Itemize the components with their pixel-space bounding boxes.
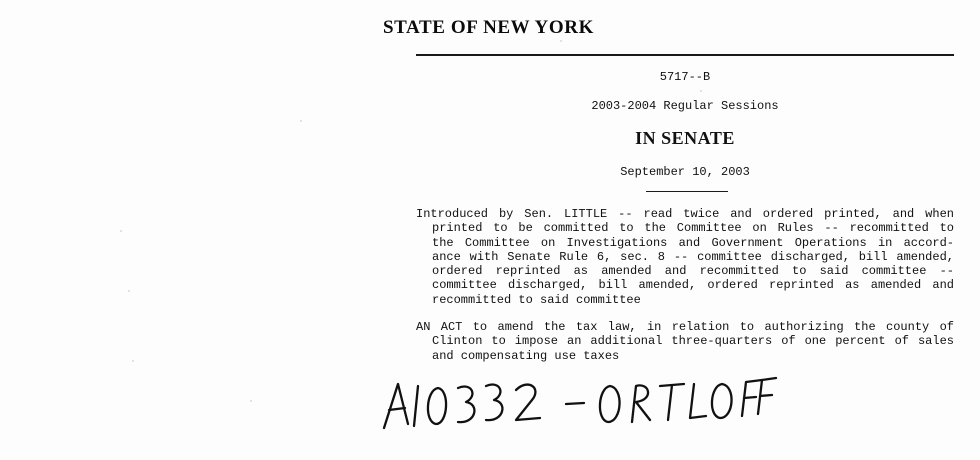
- text-line: printed to be committed to the Committee on Rules -- recommitted to: [432, 221, 954, 236]
- text-line: ordered reprinted as amended and recommitted to said committee --: [432, 264, 954, 279]
- date-line: September 10, 2003: [620, 165, 750, 179]
- text-line: and compensating use taxes: [432, 348, 620, 363]
- act-paragraph: [416, 320, 954, 363]
- bill-number: 5717--B: [659, 70, 711, 84]
- introduction-paragraph: [416, 207, 954, 307]
- session-label: 2003-2004 Regular Sessions: [591, 99, 779, 113]
- scan-speckle: [120, 230, 122, 232]
- top-divider: [416, 54, 954, 56]
- text-line: AN ACT to amend the tax law, in relation to authorizing the county of: [416, 320, 954, 334]
- text-line: Clinton to impose an additional three-quarters of one percent of sales: [432, 334, 954, 349]
- scan-speckle: [300, 120, 302, 122]
- scan-speckle: [560, 40, 562, 42]
- scan-speckle: [132, 360, 134, 362]
- text-line: Introduced by Sen. LITTLE -- read twice and ordered printed, and when: [416, 207, 954, 221]
- text-line: ance with Senate Rule 6, sec. 8 -- committee discharged, bill amended,: [432, 249, 954, 264]
- scan-speckle: [250, 400, 252, 402]
- text-line: committee discharged, bill amended, ordered reprinted as amended and: [432, 278, 954, 293]
- handwritten-annotation: [378, 372, 778, 438]
- scan-speckle: [700, 90, 702, 92]
- scan-speckle: [128, 290, 130, 292]
- chamber-heading: IN SENATE: [635, 128, 735, 148]
- short-divider: [646, 191, 728, 192]
- state-heading: STATE OF NEW YORK: [383, 17, 594, 38]
- text-line: recommitted to said committee: [432, 292, 641, 307]
- text-line: the Committee on Investigations and Government Operations in accord-: [432, 235, 954, 250]
